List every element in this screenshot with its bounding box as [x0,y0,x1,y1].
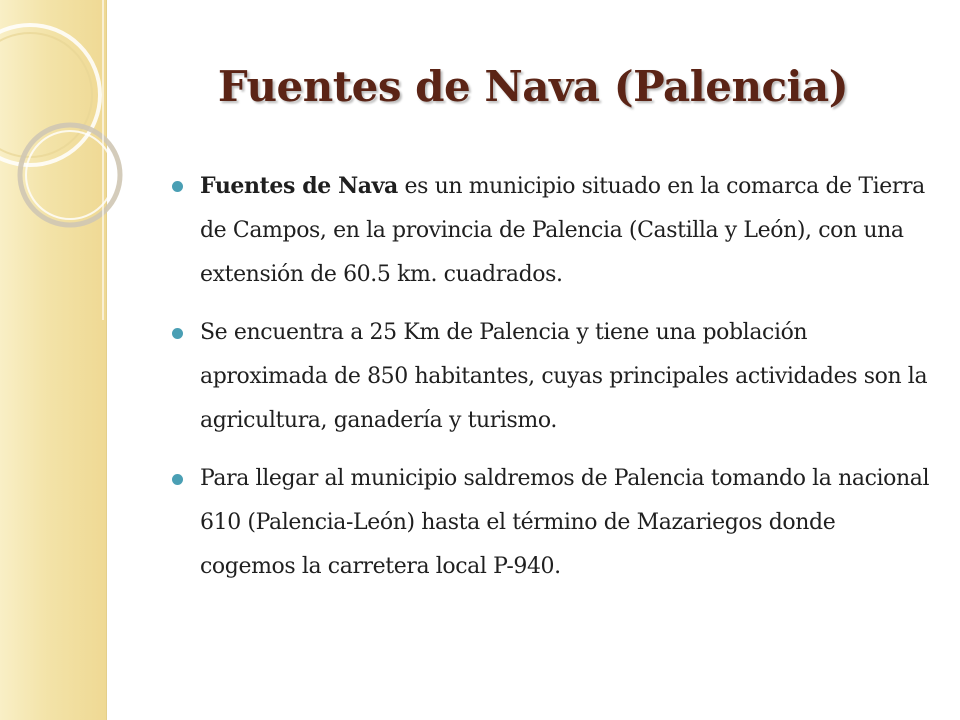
bullet-item-3 [170,457,930,589]
bullet-list [170,164,930,603]
slide-title: Fuentes de Nava (Palencia) [217,62,849,111]
bullet-text: es un municipio situado en la comarca de Tierra de Campos, en la provincia de Palencia (Castilla y León), con una extensión de 60.5 km. cuadrados. [200,174,925,287]
bullet-bold-lead: Fuentes de Nava [200,173,398,199]
bullet-text: Para llegar al municipio saldremos de Palencia tomando la nacional 610 (Palencia-León) hasta el término de Mazariegos donde cogemos la carretera local P-940. [200,466,930,579]
bullet-dot-icon [172,181,183,192]
bullet-dot-icon [172,328,183,339]
bullet-item-2 [170,311,930,443]
bullet-item-1 [170,164,930,297]
decorative-rings-icon [0,0,140,320]
bullet-dot-icon [172,474,183,485]
bullet-text: Se encuentra a 25 Km de Palencia y tiene una población aproximada de 850 habitantes, cuyas principales actividades son la agricultura, ganadería y turismo. [200,320,928,433]
